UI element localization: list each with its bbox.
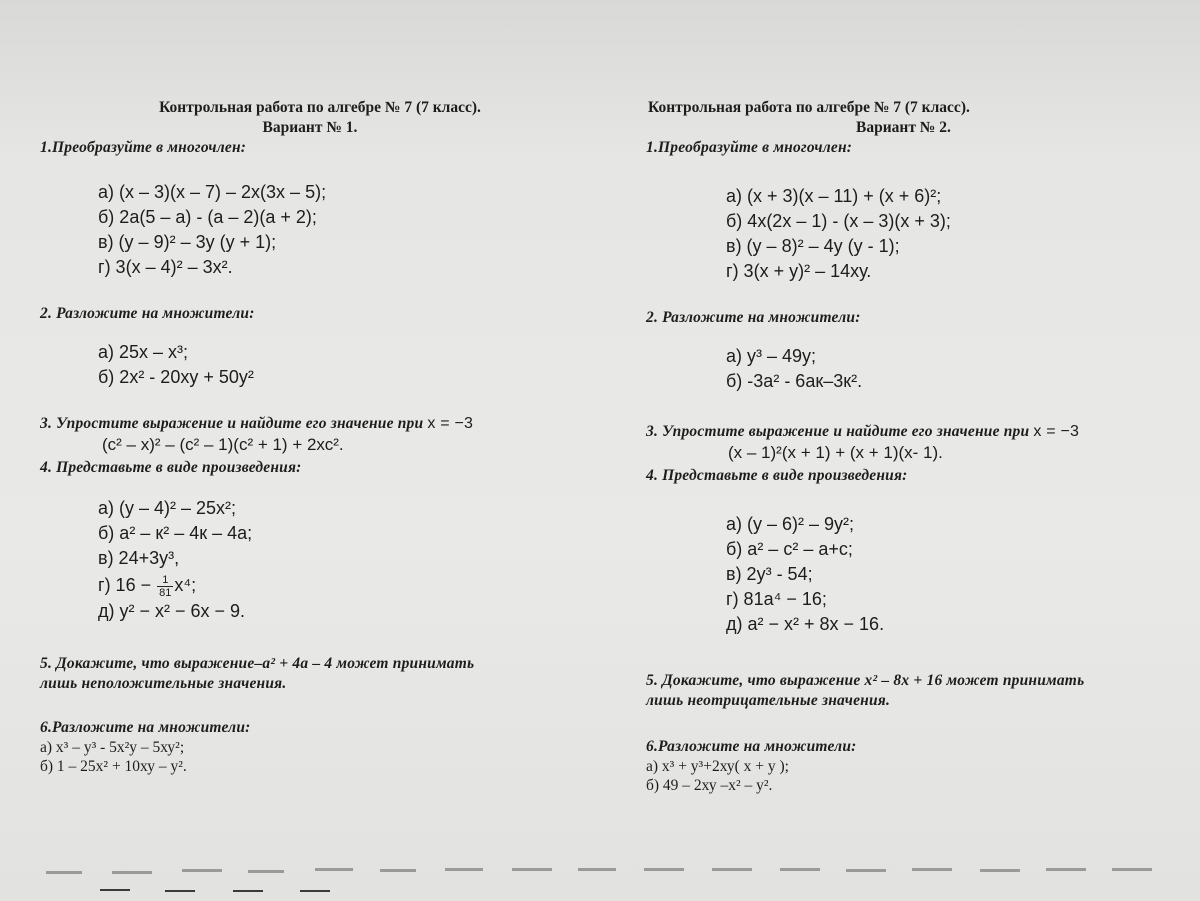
list-item: б) 2x² - 20xy + 50y² <box>98 367 254 387</box>
v1-task3-value: x = −3 <box>427 415 474 432</box>
list-item: а) у³ – 49у; <box>726 346 817 366</box>
list-item: а) (у – 6)² – 9у²; <box>726 514 855 534</box>
v1-task4-items <box>40 496 610 624</box>
list-item: д) a² − x² + 8x − 16. <box>726 614 885 634</box>
v2-task2-items <box>646 344 1196 394</box>
list-item: в) (у – 8)² – 4у (у - 1); <box>726 236 900 256</box>
list-item: б) 2а(5 – а) - (а – 2)(а + 2); <box>98 207 317 227</box>
list-item: д) y² − x² − 6x − 9. <box>98 601 246 621</box>
v2-task4-heading: 4. Представьте в виде произведения: <box>646 467 908 484</box>
variant-2-title: Контрольная работа по алгебре № 7 (7 класс). <box>648 99 970 116</box>
list-item: в) (у – 9)² – 3у (у + 1); <box>98 232 277 252</box>
v1-task3-expression: (с² – х)² – (с² – 1)(с² + 1) + 2хс². <box>102 435 344 454</box>
v1-task3 <box>40 414 610 456</box>
v2-task3 <box>646 422 1196 464</box>
page-edge-strip <box>0 846 1200 901</box>
v1-task5 <box>40 654 610 694</box>
list-item: в) 2у³ - 54; <box>726 564 813 584</box>
list-item: а) (х + 3)(х – 11) + (х + 6)²; <box>726 186 942 206</box>
variant-1-number: Вариант № 1. <box>262 119 358 136</box>
v2-task1-items <box>646 184 1196 284</box>
v1-task5-line2: лишь неположительные значения. <box>40 675 287 692</box>
list-item: г) 81a⁴ − 16; <box>726 589 827 609</box>
v2-task5-line2: лишь неотрицательные значения. <box>646 692 891 709</box>
v2-task6-items <box>646 757 1196 795</box>
v1-task4-heading: 4. Представьте в виде произведения: <box>40 459 302 476</box>
list-item: а) х³ – у³ - 5х²у – 5ху²; <box>40 739 185 756</box>
list-item: а) х³ + у³+2ху( х + у ); <box>646 758 789 775</box>
v1-task3-heading: 3. Упростите выражение и найдите его значение при <box>40 415 424 432</box>
list-item: в) 24+3у³, <box>98 548 180 568</box>
list-item: б) 49 – 2ху –х² – у². <box>646 777 773 794</box>
list-item: б) а² – к² – 4к – 4а; <box>98 523 253 543</box>
list-item: г) 16 − $\frac{1}{81}$ x⁴; <box>98 573 197 599</box>
list-item: б) 4х(2х – 1) - (х – 3)(х + 3); <box>726 211 951 231</box>
v2-task3-expression: (х – 1)²(х + 1) + (х + 1)(х- 1). <box>728 443 943 462</box>
v1-task1-items <box>40 180 610 280</box>
v1-task5-line1: 5. Докажите, что выражение–a² + 4a – 4 может принимать <box>40 655 475 672</box>
v1-task6-heading: 6.Разложите на множители: <box>40 719 251 736</box>
variant-1-title: Контрольная работа по алгебре № 7 (7 класс). <box>159 99 481 116</box>
v1-task6-items <box>40 738 610 776</box>
list-item: г) 3(х – 4)² – 3х². <box>98 257 233 277</box>
v2-task5 <box>646 671 1196 711</box>
v2-task3-heading: 3. Упростите выражение и найдите его значение при <box>646 423 1030 440</box>
variant-2-column <box>646 98 1196 795</box>
v1-task2-heading: 2. Разложите на множители: <box>40 305 255 322</box>
list-item: а) (у – 4)² – 25х²; <box>98 498 237 518</box>
list-item: а) 25х – х³; <box>98 342 189 362</box>
v2-task2-heading: 2. Разложите на множители: <box>646 309 861 326</box>
list-item: б) а² – с² – а+с; <box>726 539 853 559</box>
v1-task1-heading: 1.Преобразуйте в многочлен: <box>40 139 247 156</box>
v2-task5-line1: 5. Докажите, что выражение x² – 8x + 16 может принимать <box>646 672 1085 689</box>
fraction: $\frac{1}{81}$ <box>159 573 172 599</box>
v2-task3-value: x = −3 <box>1033 423 1080 440</box>
list-item: а) (х – 3)(х – 7) – 2х(3х – 5); <box>98 182 327 202</box>
list-item: б) 1 – 25х² + 10ху – у². <box>40 758 187 775</box>
list-item: б) -3а² - 6ак–3к². <box>726 371 863 391</box>
variant-1-column <box>40 98 610 776</box>
v2-task6-heading: 6.Разложите на множители: <box>646 738 857 755</box>
variant-2-number: Вариант № 2. <box>856 119 951 136</box>
v2-task4-items <box>646 512 1196 637</box>
v1-task2-items <box>40 340 610 390</box>
list-item: г) 3(х + у)² – 14ху. <box>726 261 872 281</box>
v2-task1-heading: 1.Преобразуйте в многочлен: <box>646 139 853 156</box>
